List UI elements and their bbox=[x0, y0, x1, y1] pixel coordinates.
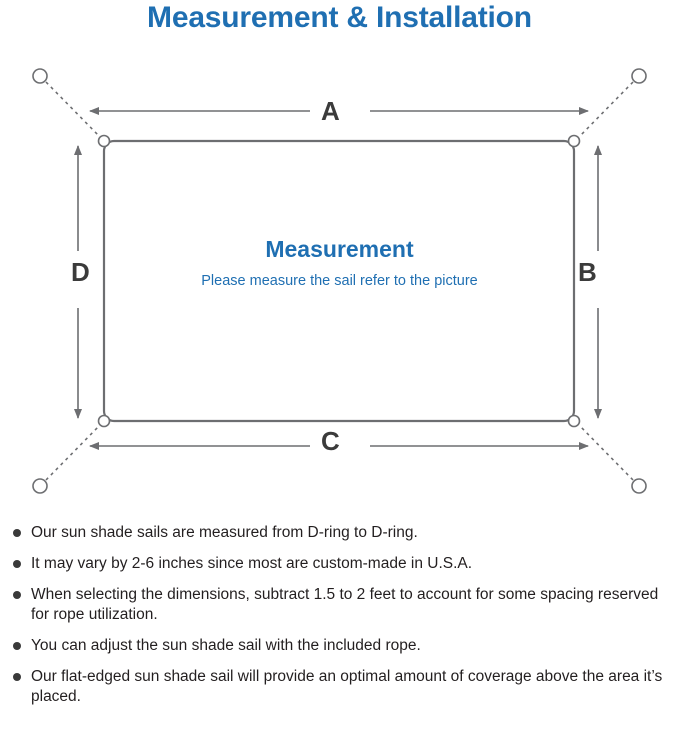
list-item-text: You can adjust the sun shade sail with the included rope. bbox=[31, 637, 421, 654]
list-item-text: When selecting the dimensions, subtract 1.5 to 2 feet to account for some spacing reserved for rope utilization. bbox=[31, 586, 659, 623]
d-ring-top-left-icon bbox=[99, 136, 110, 147]
rope-bottom-left bbox=[46, 426, 99, 480]
list-item bbox=[0, 554, 679, 574]
rope-top-right bbox=[580, 82, 633, 136]
list-item bbox=[0, 585, 679, 625]
dimension-label-b: B bbox=[578, 257, 597, 287]
list-item bbox=[0, 636, 679, 656]
list-item-text: Our sun shade sails are measured from D-ring to D-ring. bbox=[31, 524, 418, 541]
anchor-point-bottom-right-icon bbox=[632, 479, 646, 493]
bullet-dot-icon bbox=[13, 591, 21, 599]
list-item-text: It may vary by 2-6 inches since most are custom-made in U.S.A. bbox=[31, 555, 473, 572]
bullet-dot-icon bbox=[13, 560, 21, 568]
d-ring-bottom-right-icon bbox=[569, 416, 580, 427]
page-title: Measurement & Installation bbox=[147, 1, 532, 34]
d-ring-bottom-left-icon bbox=[99, 416, 110, 427]
anchor-point-top-left-icon bbox=[33, 69, 47, 83]
rope-top-left bbox=[46, 82, 99, 136]
d-ring-top-right-icon bbox=[569, 136, 580, 147]
dimension-label-c: C bbox=[321, 426, 340, 456]
list-item bbox=[0, 667, 679, 707]
anchor-point-top-right-icon bbox=[632, 69, 646, 83]
diagram-center-title: Measurement bbox=[265, 236, 414, 262]
bullet-dot-icon bbox=[13, 529, 21, 537]
sail-measurement-diagram bbox=[0, 46, 679, 516]
list-item bbox=[0, 523, 679, 543]
anchor-point-bottom-left-icon bbox=[33, 479, 47, 493]
diagram-center-subtitle: Please measure the sail refer to the picture bbox=[201, 273, 478, 289]
bullet-dot-icon bbox=[13, 642, 21, 650]
rope-bottom-right bbox=[580, 426, 633, 480]
notes-list bbox=[0, 523, 679, 718]
bullet-dot-icon bbox=[13, 673, 21, 681]
list-item-text: Our flat-edged sun shade sail will provide an optimal amount of coverage above the area it’s placed. bbox=[31, 668, 663, 705]
dimension-label-d: D bbox=[71, 257, 90, 287]
dimension-label-a: A bbox=[321, 96, 340, 126]
